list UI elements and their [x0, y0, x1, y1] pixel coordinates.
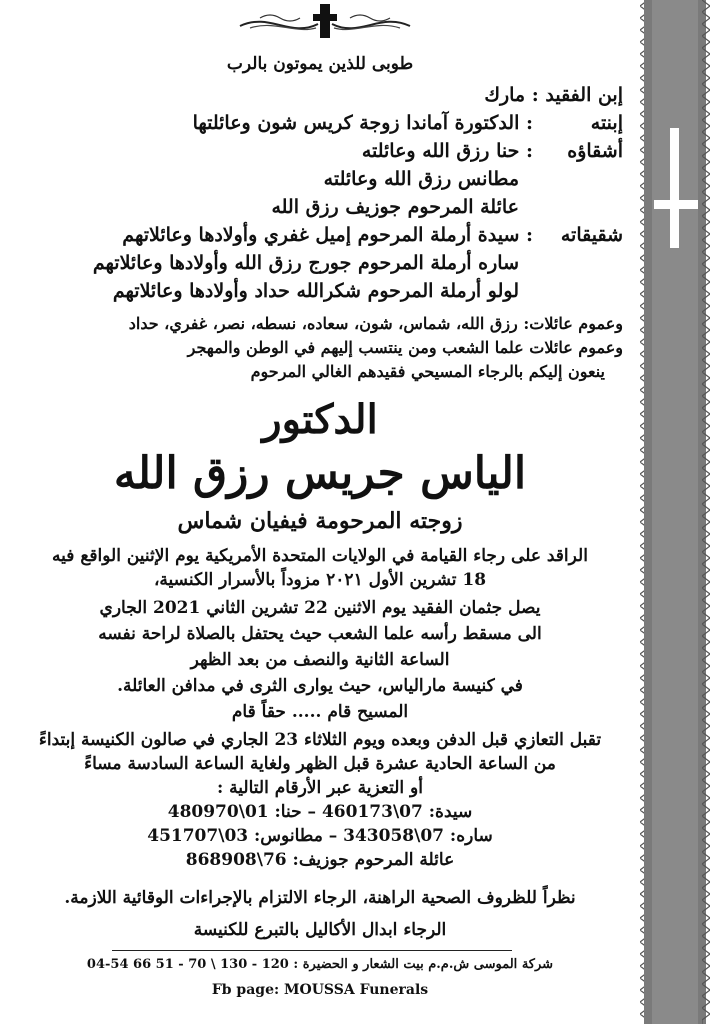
families-line-2: وعموم عائلات علما الشعب ومن ينتسب إليهم في الوطن والمهجر — [187, 338, 623, 357]
announcement-line-1: الراقد على رجاء القيامة في الولايات المتحدة الأمريكية يوم الإثنين الواقع فيه — [52, 546, 588, 566]
motto: طوبى للذين يموتون بالرب — [226, 54, 414, 74]
footer-separator — [112, 950, 512, 951]
brother-3: عائلة المرحوم جوزيف رزق الله — [271, 196, 519, 218]
health-notice: نظراً للظروف الصحية الراهنة، الرجاء الالتزام بالإجراءات الوقائية اللازمة. — [64, 888, 576, 908]
deceased-spouse: زوجته المرحومة فيفيان شماس — [177, 508, 463, 534]
condolence-line-2: من الساعة الحادية عشرة قبل الظهر ولغاية الساعة السادسة مساءً — [84, 754, 556, 774]
phone-line-2: ساره: 07\343058 – مطانوس: 03\451707 — [147, 826, 493, 846]
brother-2: مطانس رزق الله وعائلته — [323, 168, 519, 190]
condolence-line-3: أو التعزية عبر الأرقام التالية : — [216, 778, 423, 798]
announcement-line-5: الساعة الثانية والنصف من بعد الظهر — [190, 650, 450, 670]
footer-fb: Fb page: MOUSSA Funerals — [211, 982, 429, 998]
condolence-line-1: تقبل التعازي قبل الدفن وبعده ويوم الثلاثاء 23 الجاري في صالون الكنيسة إبتداءً — [38, 730, 602, 750]
band-cross-bar — [654, 200, 698, 209]
daughter-row — [193, 112, 623, 134]
wreaths-notice: الرجاء ابدال الأكاليل بالتبرع للكنيسة — [193, 920, 447, 940]
deceased-title: الدكتور — [262, 396, 378, 443]
announcement-line-7: المسيح قام ..... حقاً قام — [231, 702, 409, 722]
brothers-label: أشقاؤه — [567, 140, 623, 162]
phone-line-3: عائلة المرحوم جوزيف: 76\868908 — [185, 850, 455, 870]
announcement-line-4: الى مسقط رأسه علما الشعب حيث يحتفل بالصلاة لراحة نفسه — [98, 624, 542, 644]
deceased-name: الياس جريس رزق الله — [113, 448, 527, 499]
cross-ornament-icon — [230, 2, 420, 42]
brothers-row — [362, 140, 623, 162]
sisters-row — [122, 224, 623, 246]
sister-3: لولو أرملة المرحوم شكرالله حداد وأولادها وعائلاتهم — [112, 280, 519, 302]
announcement-line-3: يصل جثمان الفقيد يوم الاثنين 22 تشرين الثاني 2021 الجاري — [99, 598, 541, 618]
footer-company: شركة الموسى ش.م.م بيت الشعار و الحضيرة : 120 - 130 \ 70 - 51 66 54-04 — [86, 957, 554, 972]
announcement-line-6: في كنيسة مارالياس، حيث يوارى الثرى في مدافن العائلة. — [117, 676, 523, 696]
daughter-label: إبنته — [590, 112, 623, 134]
band-cross-icon — [670, 128, 679, 248]
phone-line-1: سيدة: 07\460173 – حنا: 01\480970 — [167, 802, 473, 822]
band-zigzag-right — [702, 0, 710, 1024]
brother-1: : حنا رزق الله وعائلته — [361, 140, 533, 162]
daughter-value: : الدكتورة آماندا زوجة كريس شون وعائلتها — [192, 112, 533, 134]
son-line: إبن الفقيد : مارك — [484, 84, 623, 106]
families-line-1: وعموم عائلات: رزق الله، شماس، شون، سعاده، نسطه، نصر، غفري، حداد — [128, 314, 623, 333]
decorative-band — [630, 0, 715, 1024]
families-line-3: ينعون إليكم بالرجاء المسيحي فقيدهم الغالي المرحوم — [250, 362, 605, 381]
sister-2: ساره أرملة المرحوم جورج رزق الله وأولادها وعائلاتهم — [92, 252, 519, 274]
announcement-line-2: 18 تشرين الأول ٢٠٢١ مزوداً بالأسرار الكنسية، — [153, 570, 487, 590]
sisters-label: شقيقاته — [560, 224, 623, 246]
sister-1: : سيدة أرملة المرحوم إميل غفري وأولادها وعائلاتهم — [122, 224, 533, 246]
